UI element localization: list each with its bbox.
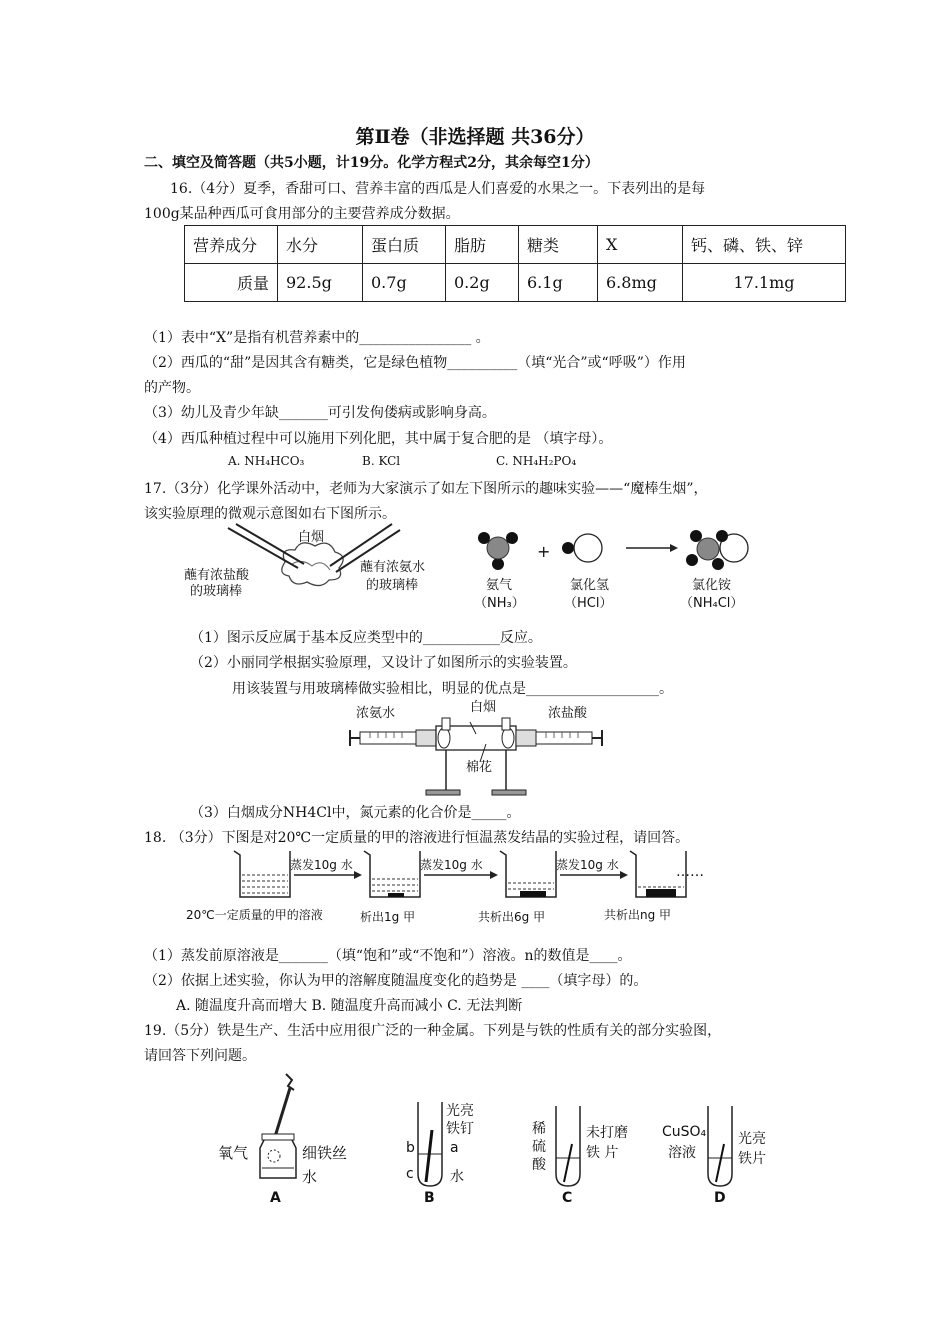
iron-sheet-label-d: 铁片 bbox=[738, 1151, 766, 1167]
evaporation-figure bbox=[228, 845, 698, 905]
table-header-row bbox=[185, 226, 846, 264]
sulfuric-label: 硫 bbox=[532, 1139, 546, 1155]
section-title: 第Ⅱ卷（非选择题 共36分） bbox=[355, 126, 595, 148]
q16-intro-2: 100g某品种西瓜可食用部分的主要营养成分数据。 bbox=[144, 206, 460, 222]
ammonia-formula: （NH₃） bbox=[474, 596, 525, 611]
part-heading: 二、填空及简答题（共5小题，计19分。化学方程式2分，其余每空1分） bbox=[144, 155, 599, 171]
beaker-caption-3: 共析出6g 甲 bbox=[478, 910, 546, 924]
q17-sub2-1: （2）小丽同学根据实验原理，又设计了如图所示的实验装置。 bbox=[190, 655, 577, 671]
table-header-cell: X bbox=[598, 226, 683, 264]
evap-arrow-2: 蒸发10g 水 bbox=[420, 858, 483, 872]
figure-label-c: C bbox=[562, 1190, 573, 1206]
option-c: C. NH₄H₂PO₄ bbox=[496, 454, 577, 468]
label-c-point: c bbox=[406, 1166, 414, 1182]
test-tube-b bbox=[416, 1100, 446, 1190]
water-label-b: 水 bbox=[450, 1169, 464, 1185]
acid-label: 酸 bbox=[532, 1157, 546, 1173]
beaker-caption-2: 析出1g 甲 bbox=[360, 910, 416, 924]
bright-nail-label-2: 铁钉 bbox=[446, 1121, 474, 1137]
option-b: B. KCl bbox=[362, 454, 401, 468]
q17-intro-2: 该实验原理的微观示意图如右下图所示。 bbox=[144, 506, 396, 522]
beaker-caption-4: 共析出ng 甲 bbox=[604, 908, 672, 922]
evap-arrow-1: 蒸发10g 水 bbox=[290, 858, 353, 872]
ammonia-name: 氨气 bbox=[486, 578, 513, 593]
test-tube-c bbox=[554, 1104, 584, 1190]
q16-intro-1: 16.（4分）夏季，香甜可口、营养丰富的西瓜是人们喜爱的水果之一。下表列出的是每 bbox=[170, 181, 706, 197]
smoke-label-2: 白烟 bbox=[470, 700, 497, 715]
q17-sub2-2: 用该装置与用玻璃棒做实验相比，明显的优点是___________________。 bbox=[232, 681, 673, 697]
figure-label-a: A bbox=[270, 1190, 281, 1206]
table-cell: 17.1mg bbox=[683, 264, 846, 302]
q18-intro: 18. （3分）下图是对20℃一定质量的甲的溶液进行恒温蒸发结晶的实验过程，请回答。 bbox=[144, 830, 690, 846]
q19-intro-1: 19.（5分）铁是生产、生活中应用很广泛的一种金属。下列是与铁的性质有关的部分实验图， bbox=[144, 1023, 722, 1039]
nutrition-table bbox=[184, 225, 846, 302]
table-cell: 0.7g bbox=[363, 264, 446, 302]
q18-options: A. 随温度升高而增大 B. 随温度升高而减小 C. 无法判断 bbox=[176, 998, 523, 1014]
unpolished-label: 未打磨 bbox=[586, 1125, 628, 1141]
table-row-label: 质量 bbox=[185, 264, 278, 302]
q17-sub1: （1）图示反应属于基本反应类型中的___________反应。 bbox=[190, 630, 542, 646]
smoke-label: 白烟 bbox=[298, 530, 325, 545]
reaction-diagram bbox=[478, 528, 768, 578]
table-cell: 6.1g bbox=[519, 264, 598, 302]
bright-nail-label-1: 光亮 bbox=[446, 1103, 474, 1119]
ellipsis: …… bbox=[676, 864, 704, 880]
table-header-cell: 脂肪 bbox=[446, 226, 519, 264]
iron-wire-label: 细铁丝 bbox=[302, 1144, 348, 1162]
plus-sign: + bbox=[537, 542, 551, 561]
q18-sub1: （1）蒸发前原溶液是_______（填“饱和”或“不饱和”）溶液。n的数值是____。 bbox=[144, 948, 632, 964]
q18-sub2: （2）依据上述实验，你认为甲的溶解度随温度变化的趋势是 ____（填字母）的。 bbox=[144, 973, 648, 989]
q16-sub4: （4）西瓜种植过程中可以施用下列化肥，其中属于复合肥的是 （填字母）。 bbox=[144, 431, 613, 447]
label-a-point: a bbox=[450, 1140, 459, 1156]
iron-sheet-label-c: 铁 片 bbox=[586, 1145, 619, 1161]
table-header-cell: 糖类 bbox=[519, 226, 598, 264]
solution-label: 溶液 bbox=[668, 1145, 696, 1161]
cotton-label: 棉花 bbox=[466, 760, 493, 775]
q17-intro-1: 17.（3分）化学课外活动中，老师为大家演示了如左下图所示的趣味实验——“魔棒生烟”， bbox=[144, 481, 708, 497]
left-rod-label-1: 蘸有浓盐酸 bbox=[184, 568, 250, 583]
q16-sub1: （1）表中“X”是指有机营养素中的________________ 。 bbox=[144, 330, 490, 346]
table-header-cell: 蛋白质 bbox=[363, 226, 446, 264]
evap-arrow-3: 蒸发10g 水 bbox=[556, 858, 619, 872]
table-cell: 0.2g bbox=[446, 264, 519, 302]
option-a: A. NH₄HCO₃ bbox=[228, 454, 305, 468]
figure-label-b: B bbox=[424, 1190, 435, 1206]
right-rod-label-2: 的玻璃棒 bbox=[366, 578, 419, 593]
nh4cl-formula: （NH₄Cl） bbox=[680, 596, 744, 611]
q19-intro-2: 请回答下列问题。 bbox=[144, 1048, 256, 1064]
table-header-cell: 水分 bbox=[278, 226, 363, 264]
bright-label-d: 光亮 bbox=[738, 1131, 766, 1147]
right-rod-label-1: 蘸有浓氨水 bbox=[360, 560, 426, 575]
figure-label-d: D bbox=[714, 1190, 726, 1206]
water-label-a: 水 bbox=[302, 1168, 318, 1186]
hcl-acid-label: 浓盐酸 bbox=[548, 706, 588, 721]
hcl-formula: （HCl） bbox=[564, 596, 613, 611]
nh4cl-name: 氯化铵 bbox=[692, 578, 732, 593]
q16-sub2-2: 的产物。 bbox=[144, 380, 200, 396]
cuso4-label: CuSO₄ bbox=[662, 1124, 707, 1140]
table-cell: 6.8mg bbox=[598, 264, 683, 302]
oxygen-label: 氧气 bbox=[218, 1144, 249, 1162]
dilute-label: 稀 bbox=[532, 1121, 546, 1137]
table-cell: 92.5g bbox=[278, 264, 363, 302]
q16-sub2-1: （2）西瓜的“甜”是因其含有糖类，它是绿色植物__________（填“光合”或“呼吸”）作用 bbox=[144, 355, 686, 371]
q16-sub3: （3）幼儿及青少年缺_______可引发佝偻病或影响身高。 bbox=[144, 405, 496, 421]
hcl-name: 氯化氢 bbox=[570, 578, 610, 593]
label-b-point: b bbox=[406, 1140, 415, 1156]
table-header-cell: 钙、磷、铁、锌 bbox=[683, 226, 846, 264]
q17-sub3: （3）白烟成分NH4Cl中，氮元素的化合价是_____。 bbox=[190, 805, 521, 821]
ammonia-water-label: 浓氨水 bbox=[356, 706, 396, 721]
test-tube-d bbox=[706, 1104, 736, 1190]
table-row bbox=[185, 264, 846, 302]
left-rod-label-2: 的玻璃棒 bbox=[190, 584, 243, 599]
table-header-cell: 营养成分 bbox=[185, 226, 278, 264]
beaker-caption-1: 20℃一定质量的甲的溶液 bbox=[186, 908, 323, 922]
